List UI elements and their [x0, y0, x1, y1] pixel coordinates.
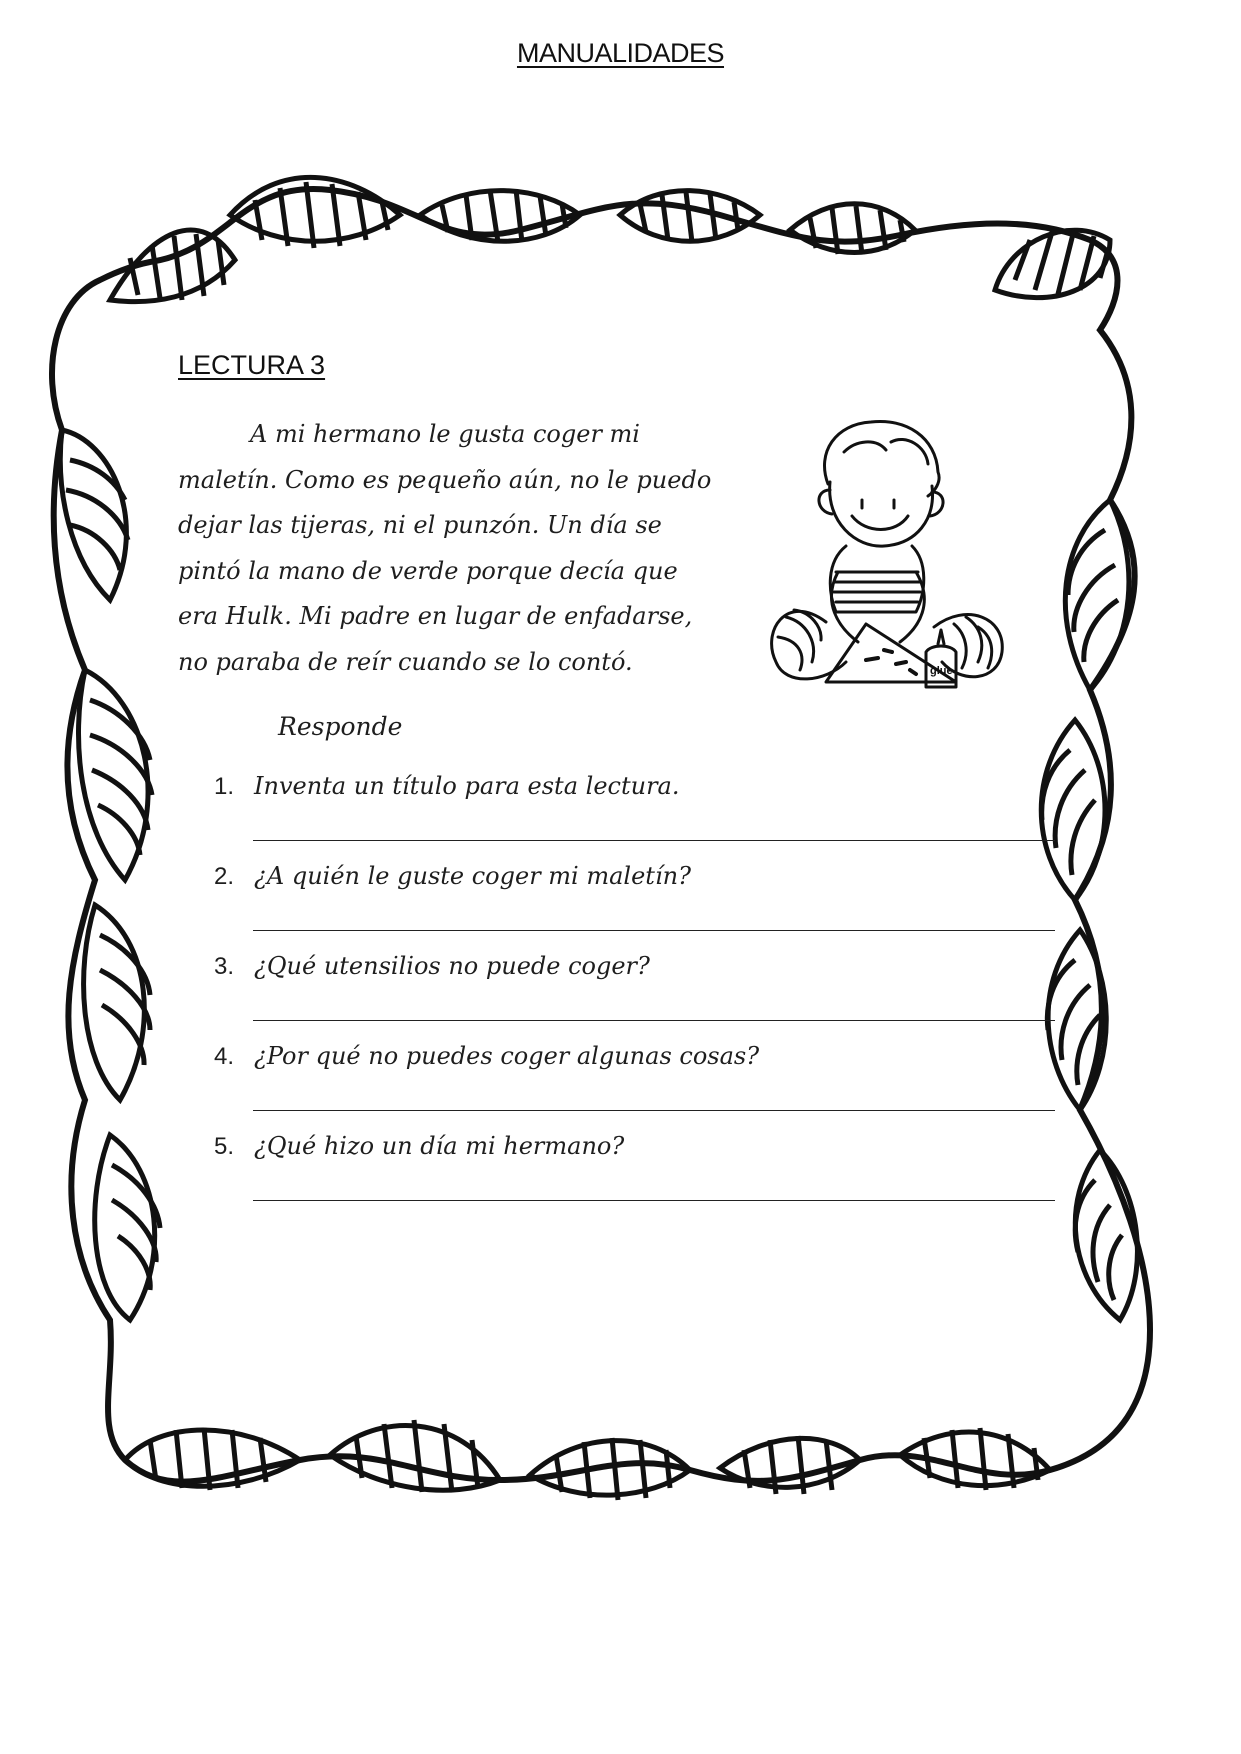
question-number: 5.: [214, 1133, 235, 1160]
frame-outer-border: [52, 189, 1150, 1482]
question-number: 1.: [214, 773, 235, 800]
boy-crafting-illustration: [766, 412, 1012, 712]
reading-line: A mi hermano le gusta coger mi: [250, 420, 640, 448]
page-title: MANUALIDADES: [516, 38, 725, 68]
boy-hair: [825, 421, 940, 496]
frame-left-waves: [60, 430, 160, 1320]
frame-top-waves: [110, 177, 1110, 301]
reading-line: pintó la mano de verde porque decía que: [178, 556, 678, 585]
question-text: ¿Por qué no puedes coger algunas cosas?: [254, 1042, 760, 1070]
question-text: ¿Qué utensilios no puede coger?: [254, 952, 650, 980]
reading-title: LECTURA 3: [178, 350, 326, 380]
reading-line: dejar las tijeras, ni el punzón. Un día se: [178, 511, 662, 539]
glue-label: glue: [930, 665, 953, 677]
reading-line: maletín. Como es pequeño aún, no le puedo: [178, 465, 712, 494]
frame-bottom-waves: [125, 1420, 1050, 1500]
question-text: ¿Qué hizo un día mi hermano?: [254, 1132, 625, 1160]
question-number: 3.: [214, 953, 235, 980]
question-number: 2.: [214, 863, 235, 890]
answer-line[interactable]: [253, 930, 1055, 931]
reading-line: era Hulk. Mi padre en lugar de enfadarse,: [178, 602, 693, 630]
question-number: 4.: [214, 1043, 235, 1070]
question-text: ¿A quién le guste coger mi maletín?: [254, 862, 691, 890]
reading-text: [178, 412, 758, 685]
boy-face: [830, 482, 933, 546]
exercise-label: Responde: [278, 712, 403, 741]
answer-line[interactable]: [253, 1020, 1055, 1021]
answer-line[interactable]: [253, 1200, 1055, 1201]
reading-line: no paraba de reír cuando se lo contó.: [178, 647, 633, 676]
question-text: Inventa un título para esta lectura.: [254, 772, 680, 800]
answer-line[interactable]: [253, 840, 1055, 841]
answer-line[interactable]: [253, 1110, 1055, 1111]
